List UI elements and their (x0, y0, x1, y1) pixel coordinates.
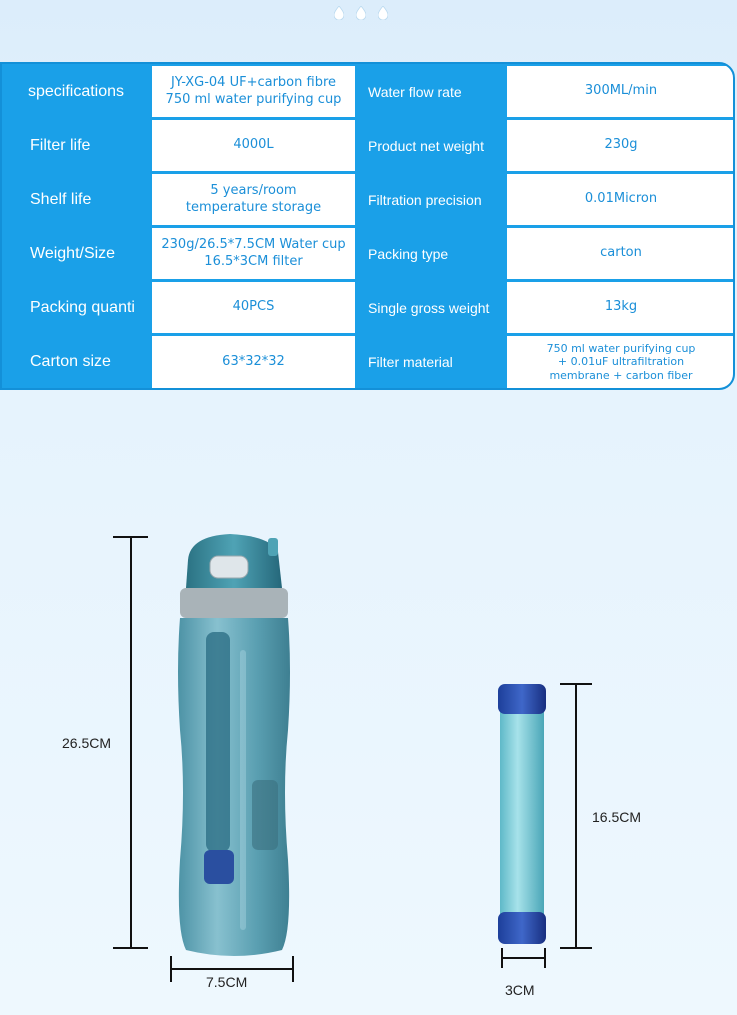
spec-value: 300ML/min (507, 66, 735, 117)
spec-value: 4000L (152, 120, 355, 171)
filter-cartridge-image (494, 680, 550, 948)
bottle-height-label: 26.5CM (62, 735, 112, 751)
spec-row (2, 228, 733, 279)
spec-value: 230g/26.5*7.5CM Water cup 16.5*3CM filter (152, 228, 355, 279)
water-drop-icon (356, 6, 366, 20)
spec-label: Weight/Size (30, 244, 116, 262)
spec-label: Shelf life (30, 190, 92, 208)
water-drops-decoration (334, 6, 388, 20)
spec-label: Filtration precision (368, 191, 482, 208)
spec-value: 750 ml water purifying cup + 0.01uF ultrafiltration membrane + carbon fiber (507, 336, 735, 388)
spec-value: 5 years/room temperature storage (152, 174, 355, 225)
water-drop-icon (334, 6, 344, 20)
water-drop-icon (378, 6, 388, 20)
spec-row (2, 174, 733, 225)
dimension-lines (0, 520, 737, 1000)
spec-label: Filter life (30, 136, 91, 154)
bottle-width-label: 7.5CM (206, 974, 248, 990)
spec-row (2, 120, 733, 171)
water-bottle-image (170, 530, 300, 970)
spec-label: Product net weight (368, 137, 484, 154)
spec-row (2, 66, 733, 117)
spec-value: 63*32*32 (152, 336, 355, 388)
spec-value: 40PCS (152, 282, 355, 333)
spec-label: specifications (27, 82, 125, 100)
filter-width-label: 3CM (505, 982, 535, 998)
spec-value: JY-XG-04 UF+carbon fibre 750 ml water purifying cup (152, 66, 355, 117)
spec-row (2, 336, 733, 388)
spec-label: Water flow rate (368, 83, 462, 100)
spec-row (2, 282, 733, 333)
spec-label: Packing type (368, 245, 449, 262)
spec-value: 230g (507, 120, 735, 171)
spec-value: 13kg (507, 282, 735, 333)
filter-height-label: 16.5CM (592, 809, 642, 825)
spec-value: 0.01Micron (507, 174, 735, 225)
specifications-table (0, 62, 735, 390)
spec-label: Single gross weight (368, 299, 490, 316)
spec-label: Carton size (30, 353, 111, 370)
spec-value: carton (507, 228, 735, 279)
spec-label: Filter material (368, 354, 453, 370)
spec-label: Packing quanti (30, 298, 135, 316)
